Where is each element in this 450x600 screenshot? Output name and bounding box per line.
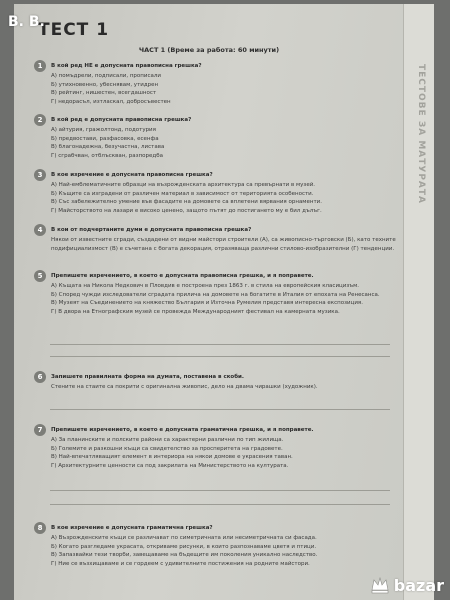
question-number-badge: 7 <box>34 424 46 436</box>
question-prompt: В кой ред НЕ е допусната правописна грешка? <box>51 62 202 69</box>
question-4 <box>34 224 402 253</box>
answer-option: В) Запазвайки тези творби, завещаваме на бъдещите им поколения уникално наследство. <box>51 552 318 559</box>
answer-line <box>50 356 390 357</box>
question-text: Някои от известните сгради, създадени от видни майстори строители (А), са живописно-търговски (Б), като техните подифициализмост (В) е съчетана с богата декорация, отразяваща различни стилово-изобразителни (Г) тенденции. <box>51 237 396 252</box>
question-number-badge: 2 <box>34 114 46 126</box>
answer-option: А) Най-емблематичните образци на възрожденската архитектура са превърнати в музей. <box>51 182 316 188</box>
sidebar-label: ТЕСТОВЕ ЗА МАТУРАТА <box>416 64 426 204</box>
question-prompt: В кой ред е допусната правописна грешка? <box>51 116 192 123</box>
answer-option: А) Къщата на Никола Недкович в Пловдив е построена през 1863 г. в стила на европейския класицизъм. <box>51 283 360 289</box>
question-number-badge: 1 <box>34 60 46 72</box>
answer-option: А) Възрожденските къщи се различават по симетричната или несиметричната си фасада. <box>51 535 317 541</box>
answer-option: Г) Архитектурните ценности са под закрилата на Министерството на културата. <box>51 462 289 469</box>
question-header <box>34 224 402 236</box>
question-header <box>34 114 402 126</box>
test-page <box>14 4 434 600</box>
question-prompt: Препишете изречението, в което е допусната правописна грешка, и я поправете. <box>51 272 314 279</box>
question-header <box>34 371 402 383</box>
question-header <box>34 60 402 72</box>
crown-icon <box>370 575 390 595</box>
answer-option: Б) Според чужди изследователи сградата прилича на домовете на богатите в Италия от епохата на Ренесанса. <box>51 291 380 298</box>
bazar-logo <box>370 575 444 595</box>
question-header <box>34 169 402 181</box>
answer-option: В) благонадежна, безучастна, листава <box>51 144 165 151</box>
answer-option: В) Със забележително умение във фасадите на домовете са вплетени вярвания орнаменти. <box>51 199 322 206</box>
question-7 <box>34 424 402 470</box>
question-5 <box>34 270 402 316</box>
question-number-badge: 3 <box>34 169 46 181</box>
answer-option: А) помъдрели, подписали, прописали <box>51 73 161 79</box>
question-prompt: В кое изречение е допусната граматична грешка? <box>51 524 213 531</box>
answer-option: Г) В двора на Етнографския музей се провежда Международният фестивал на камерната музика. <box>51 308 340 315</box>
question-8 <box>34 522 402 568</box>
question-text: Стените на стаите са покрити с оригинална живопис, дело на двама чирашки (художник). <box>51 384 318 390</box>
question-header <box>34 270 402 282</box>
test-title: ТЕСТ 1 <box>38 20 110 40</box>
answer-option: Г) недорасъл, изтласкал, добросъвестен <box>51 98 171 105</box>
question-prompt: В кое изречение е допусната правописна грешка? <box>51 171 213 178</box>
logo-text: bazar <box>393 575 444 595</box>
answer-option: Г) Майсторството на лазари е високо ценено, защото пътят до постигането му е бил дълъг. <box>51 207 322 214</box>
question-header <box>34 424 402 436</box>
question-number-badge: 4 <box>34 224 46 236</box>
answer-line <box>50 344 390 345</box>
question-2 <box>34 114 402 160</box>
answer-option: А) айтурия, гражолтонд, подотурия <box>51 127 156 133</box>
answer-line <box>50 409 390 410</box>
answer-option: Б) Къщите са изградени от различен материал в зависимост от територията особености. <box>51 190 314 197</box>
answer-option: В) Най-впечатляващият елемент в интериора на някои домове е украсения таван. <box>51 454 293 461</box>
page-side-strip <box>403 4 434 600</box>
answer-option: Г) Ние се възхищаваме и се гордеем с удивителните постижения на родните майстори. <box>51 560 310 567</box>
question-3 <box>34 169 402 215</box>
answer-option: Б) Когато разгледаме украсата, откриваме рисунки, в които разпознаваме цветя и птици. <box>51 543 317 550</box>
answer-line <box>50 490 390 491</box>
question-prompt: В кои от подчертаните думи е допусната правописна грешка? <box>51 226 252 233</box>
question-1 <box>34 60 402 106</box>
answer-option: Г) сграбчван, отблъскван, разпоредба <box>51 152 163 159</box>
question-prompt: Запишете правилната форма на думата, поставена в скоби. <box>51 373 244 380</box>
answer-option: В) Музеят на Съединението на княжество България и Източна Румелия представя интересна експозиция. <box>51 300 363 307</box>
question-number-badge: 6 <box>34 371 46 383</box>
question-6 <box>34 371 402 392</box>
question-prompt: Препишете изречението, в което е допусната граматична грешка, и я поправете. <box>51 426 314 433</box>
question-header <box>34 522 402 534</box>
answer-option: Б) утихновенно, убеснявам, утидрен <box>51 81 159 88</box>
answer-option: Б) Големите и разкошни къщи са свидетелство за просперитета на градовете. <box>51 445 283 452</box>
part-title: ЧАСТ 1 (Време за работа: 60 минути) <box>138 46 280 54</box>
user-watermark: B. B. <box>8 14 45 30</box>
answer-option: А) За планинските и полските райони са характерни различни по тип жилища. <box>51 437 284 443</box>
question-number-badge: 5 <box>34 270 46 282</box>
answer-line <box>50 504 390 505</box>
question-number-badge: 8 <box>34 522 46 534</box>
answer-option: В) рейтинг, нишестен, всегдашност <box>51 90 157 97</box>
answer-option: Б) предвостави, разфасовка, есенфа <box>51 135 159 142</box>
